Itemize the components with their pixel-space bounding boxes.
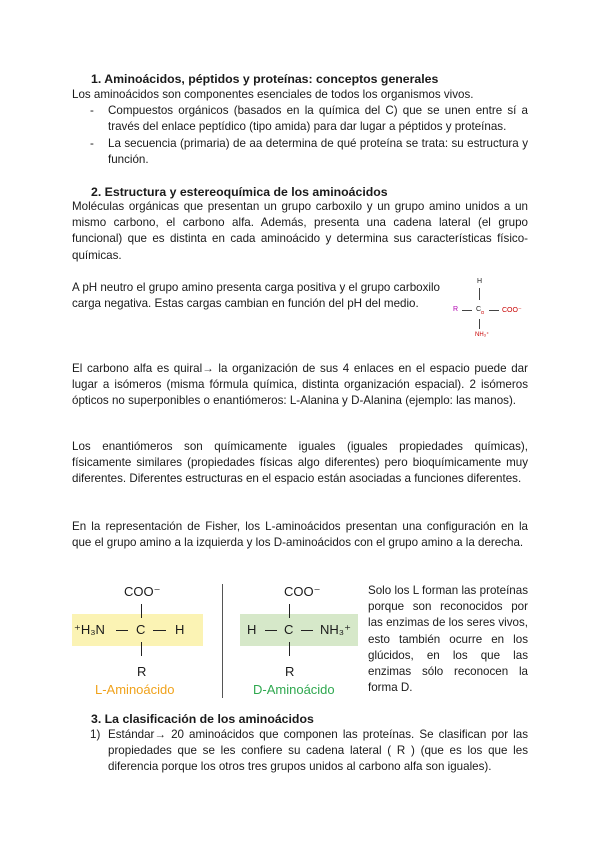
section-1-intro: Los aminoácidos son componentes esenciales de todos los organismos vivos. — [72, 88, 474, 101]
bond-line — [301, 630, 313, 631]
d-h: H — [247, 622, 257, 637]
section-3-heading: 3. La clasificación de los aminoácidos — [91, 712, 314, 726]
bond-line — [289, 604, 290, 618]
l-r: R — [137, 664, 147, 679]
section-1-heading: 1. Aminoácidos, péptidos y proteínas: conceptos generales — [91, 72, 439, 86]
bond-line — [141, 604, 142, 618]
l-nh3: ⁺H₃N — [74, 622, 105, 637]
bond-line — [489, 310, 499, 311]
section-2-paragraph-5: En la representación de Fisher, los L-aminoácidos presentan una configuración en la que el grupo amino a la izquierda y los D-aminoácidos con el grupo amino a la derecha. — [72, 520, 528, 550]
structure-h: H — [477, 278, 483, 285]
l-h: H — [175, 622, 185, 637]
side-note: Solo los L forman las proteínas porque son reconocidos por las enzimas de los seres vivos, esto también ocurre en los glúcidos, en los que las enzimas sólo reconocen la forma D. — [368, 584, 528, 695]
bond-line — [153, 630, 166, 631]
bond-line — [289, 642, 290, 656]
d-carbon: C — [284, 622, 294, 637]
section-1-bullet-2: La secuencia (primaria) de aa determina de qué proteína se trata: su estructura y función. — [108, 137, 528, 167]
structure-alpha: α — [481, 310, 484, 316]
bullet-dash: - — [90, 137, 94, 150]
l-carbon: C — [136, 622, 146, 637]
divider — [222, 584, 223, 698]
list-number: 1) — [90, 728, 101, 741]
d-r: R — [285, 664, 295, 679]
d-coo: COO⁻ — [284, 584, 321, 599]
bond-line — [116, 630, 128, 631]
section-1-bullet-1: Compuestos orgánicos (basados en la química del C) que se unen entre sí a través del enlace peptídico (tipo amida) para dar lugar a péptidos y proteínas. — [108, 104, 528, 134]
section-3-item-1: Estándar→ 20 aminoácidos que componen las proteínas. Se clasifican por las propiedades que se les confiere su cadena lateral ( R ) (que es los que les diferencia porque los otros tres grupos unidos al carbono alfa son iguales). — [108, 728, 528, 774]
section-2-paragraph-1: Moléculas orgánicas que presentan un grupo carboxilo y un grupo amino unidos a un mismo carbono, el carbono alfa. Además, presenta una cadena lateral (el grupo funcional) que es distinta en cada aminoácido y determina sus características físico-químicas. — [72, 200, 528, 262]
d-nh3: NH₃⁺ — [320, 622, 351, 637]
structure-r: R — [453, 306, 459, 313]
amino-acid-structure — [440, 272, 540, 352]
structure-coo: COO⁻ — [502, 307, 522, 314]
fisher-projections — [72, 580, 364, 705]
section-2-paragraph-4: Los enantiómeros son químicamente iguales (iguales propiedades químicas), físicamente similares (propiedades físicas algo diferentes) pero bioquímicamente muy diferentes. Diferentes estructuras en el espacio están asociadas a funciones diferentes. — [72, 440, 528, 486]
section-2-paragraph-3: El carbono alfa es quiral→ la organización de sus 4 enlaces en el espacio puede dar lugar a isómeros (misma fórmula química, distinta organización espacial). 2 isómeros ópticos no superponibles o enantiómeros: L-Alanina y D-Alanina (ejemplo: las manos). — [72, 362, 528, 408]
l-aminoacido-label: L-Aminoácido — [95, 682, 175, 697]
bond-line — [479, 319, 480, 329]
section-2-paragraph-2: A pH neutro el grupo amino presenta carga positiva y el grupo carboxilo carga negativa. Estas cargas cambian en función del pH del medio. — [72, 281, 440, 311]
bullet-dash: - — [90, 104, 94, 117]
structure-nh3: NH₃⁺ — [475, 332, 490, 338]
d-aminoacido-label: D-Aminoácido — [253, 682, 335, 697]
structure-c: C — [476, 306, 482, 313]
bond-line — [141, 642, 142, 656]
l-coo: COO⁻ — [124, 584, 161, 599]
bond-line — [462, 310, 472, 311]
bond-line — [265, 630, 277, 631]
bond-line — [479, 288, 480, 300]
section-2-heading: 2. Estructura y estereoquímica de los aminoácidos — [91, 185, 388, 199]
